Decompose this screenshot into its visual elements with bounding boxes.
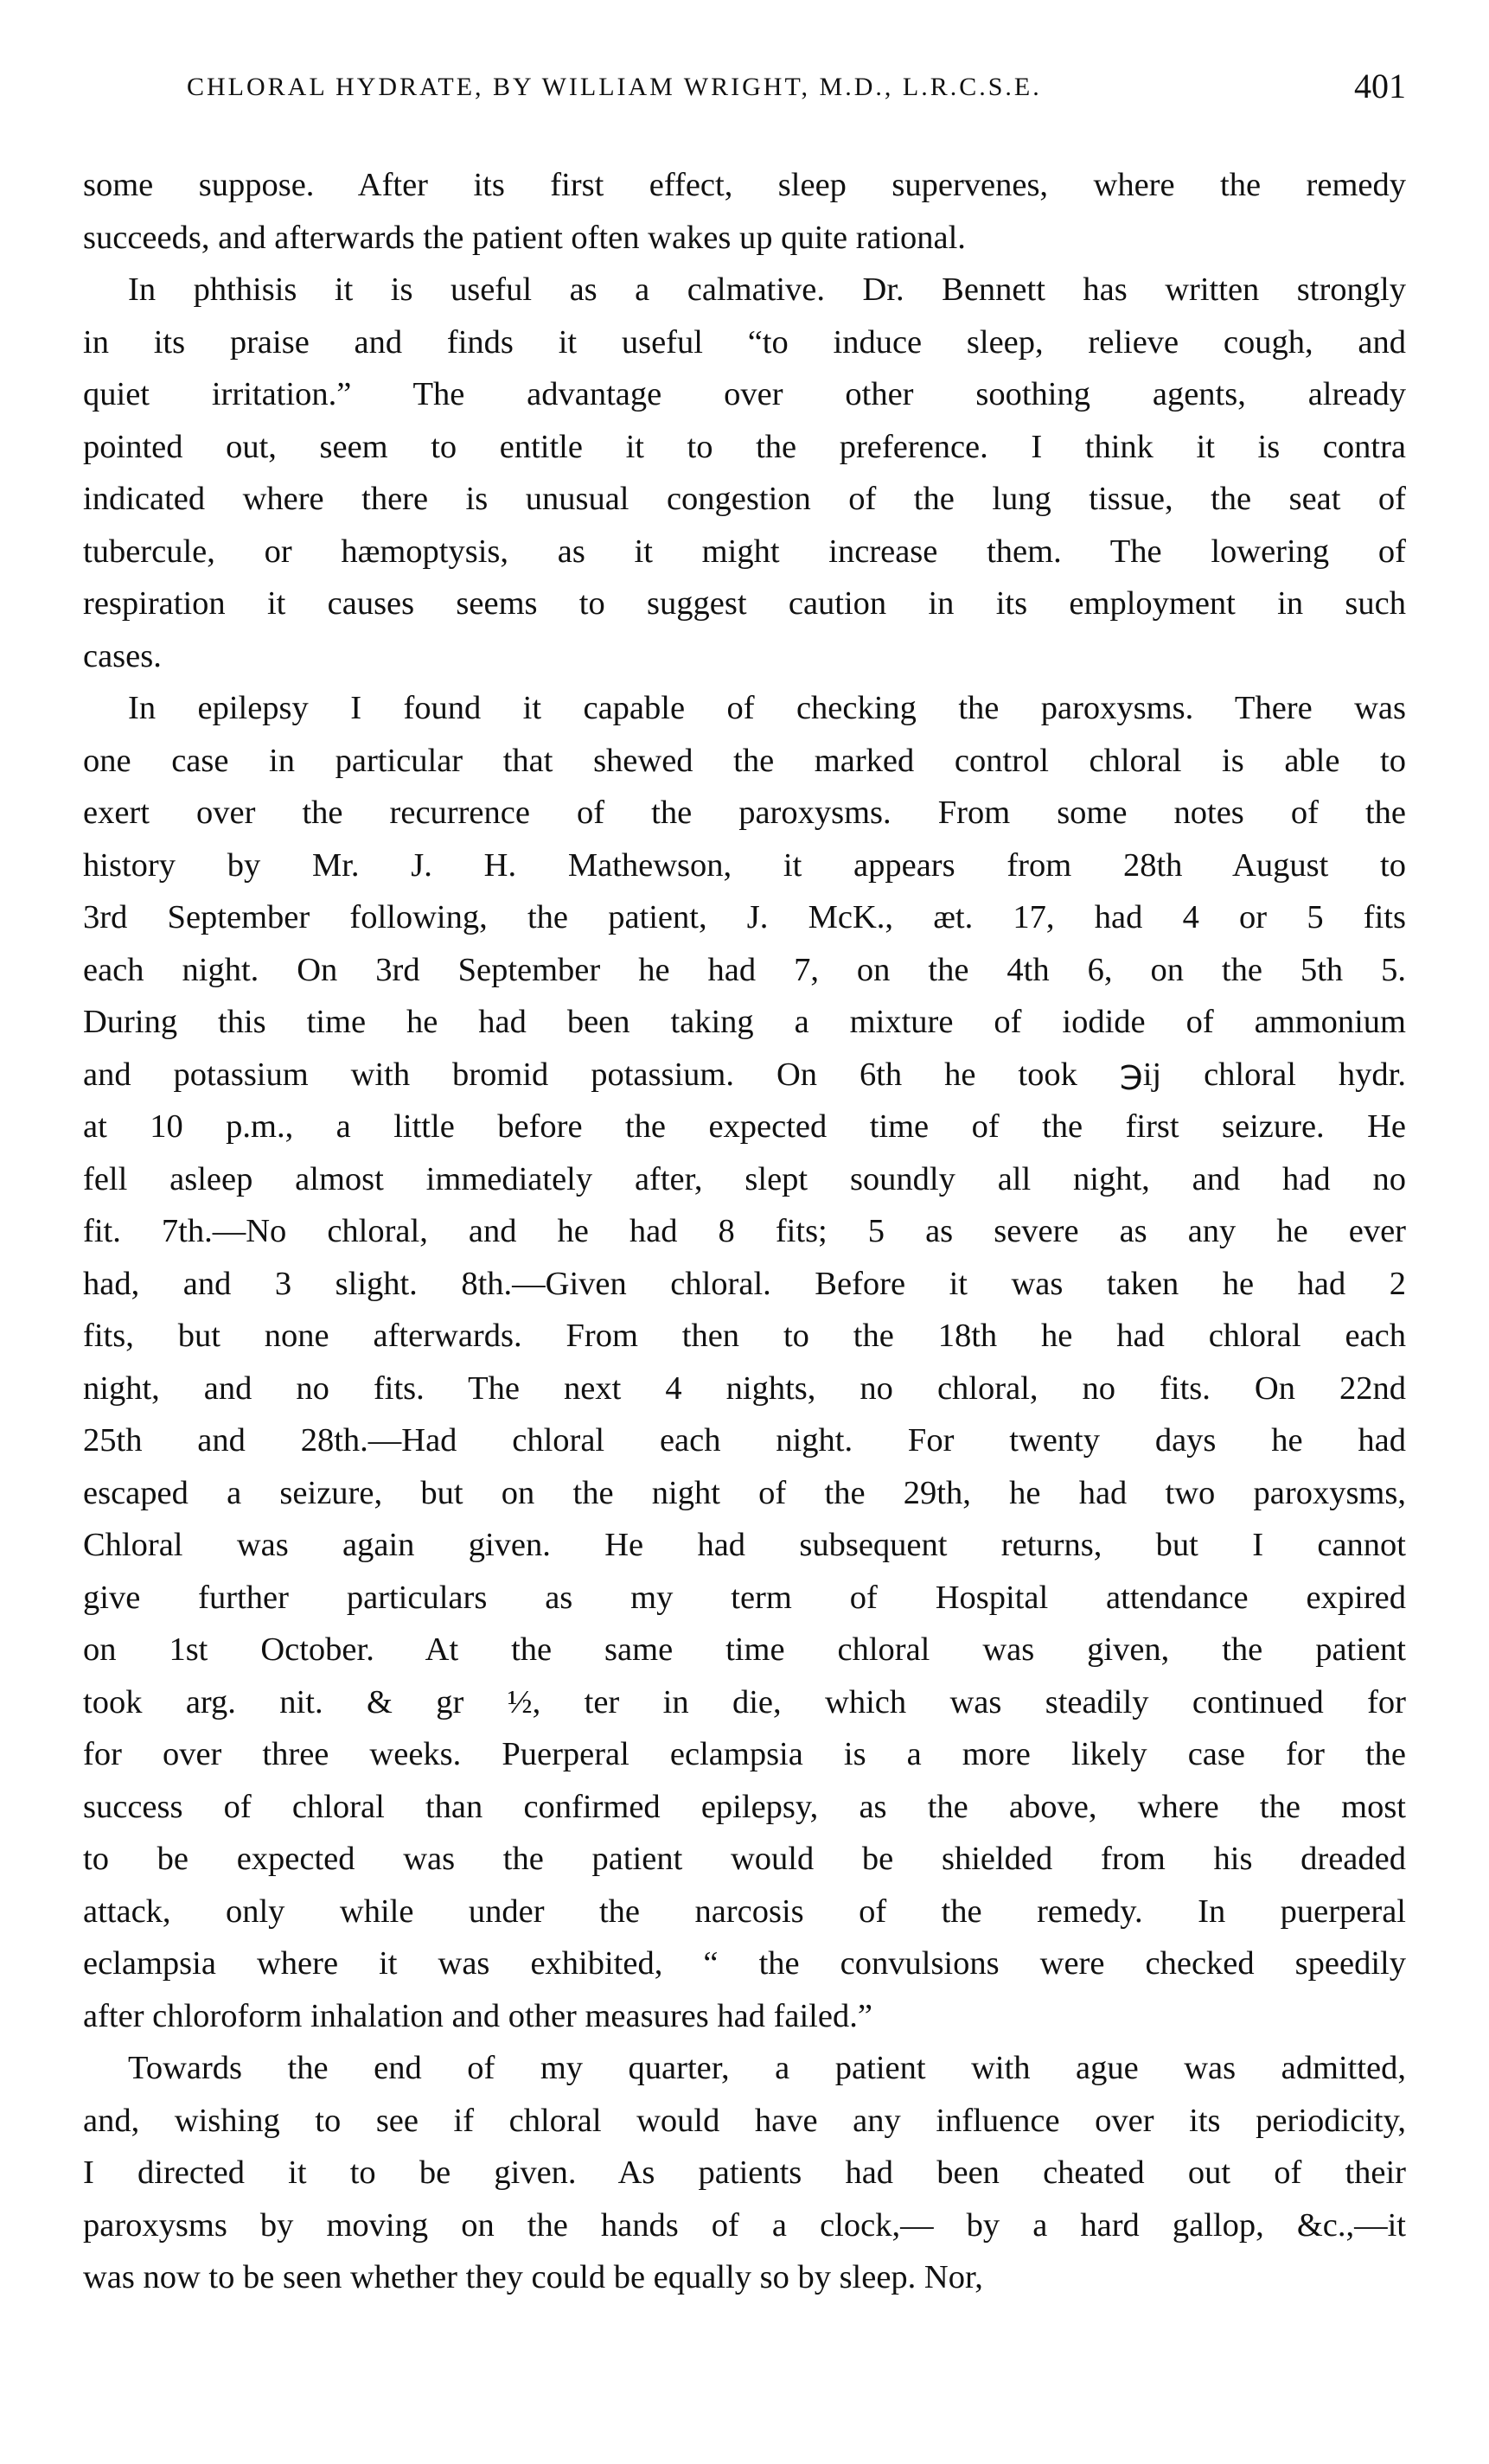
text-line: one case in particular that shewed the marked control chloral is able to — [83, 742, 1406, 779]
text-line: 3rd September following, the patient, J. McK., æt. 17, had 4 or 5 fits — [83, 899, 1406, 935]
running-head — [83, 61, 1406, 130]
text-line: tubercule, or hæmoptysis, as it might increase them. The lowering of — [83, 533, 1406, 570]
text-line: after chloroform inhalation and other measures had failed.” — [83, 1997, 872, 2034]
text-line: and, wishing to see if chloral would have any influence over its periodicity, — [83, 2102, 1406, 2139]
text-line: I directed it to be given. As patients had been cheated out of their — [83, 2154, 1406, 2191]
text-line: quiet irritation.” The advantage over other soothing agents, already — [83, 376, 1406, 412]
text-line: In epilepsy I found it capable of checking the paroxysms. There was — [128, 690, 1406, 726]
text-line: was now to be seen whether they could be equally so by sleep. Nor, — [83, 2259, 983, 2295]
text-line: history by Mr. J. H. Mathewson, it appears from 28th August to — [83, 846, 1406, 884]
paragraph — [83, 2042, 1406, 2304]
text-line: night, and no fits. The next 4 nights, no chloral, no fits. On 22nd — [83, 1369, 1406, 1407]
text-line: to be expected was the patient would be shielded from his dreaded — [83, 1841, 1406, 1877]
text-line: 25th and 28th.—Had chloral each night. For twenty days he had — [83, 1422, 1406, 1459]
running-title: CHLORAL HYDRATE, BY WILLIAM WRIGHT, M.D., L.R.C.S.E. — [187, 73, 1042, 101]
text-line: During this time he had been taking a mixture of iodide of ammonium — [83, 1004, 1406, 1040]
document-page — [83, 61, 1406, 2304]
page-number: 401 — [1354, 67, 1406, 105]
text-line: and potassium with bromid potassium. On 6th he took ℈ij chloral hydr. — [83, 1056, 1406, 1093]
text-line: pointed out, seem to entitle it to the preference. I think it is contra — [83, 428, 1406, 465]
text-line: some suppose. After its first effect, sleep supervenes, where the remedy — [83, 167, 1406, 203]
text-line: had, and 3 slight. 8th.—Given chloral. Before it was taken he had 2 — [83, 1265, 1406, 1302]
paragraph — [83, 682, 1406, 2042]
text-line: attack, only while under the narcosis of the remedy. In puerperal — [83, 1893, 1406, 1930]
text-line: escaped a seizure, but on the night of the 29th, he had two paroxysms, — [83, 1474, 1406, 1511]
text-line: indicated where there is unusual congestion of the lung tissue, the seat of — [83, 481, 1406, 517]
text-line: exert over the recurrence of the paroxysms. From some notes of the — [83, 795, 1406, 831]
text-line: succeeds, and afterwards the patient often wakes up quite rational. — [83, 219, 966, 256]
text-line: in its praise and finds it useful “to induce sleep, relieve cough, and — [83, 323, 1406, 361]
text-line: at 10 p.m., a little before the expected time of the first seizure. He — [83, 1108, 1406, 1145]
paragraph — [83, 264, 1406, 682]
text-line: for over three weeks. Puerperal eclampsia is a more likely case for the — [83, 1736, 1406, 1772]
text-line: on 1st October. At the same time chloral was given, the patient — [83, 1631, 1406, 1668]
text-line: each night. On 3rd September he had 7, on the 4th 6, on the 5th 5. — [83, 951, 1406, 988]
text-line: Chloral was again given. He had subsequent returns, but I cannot — [83, 1527, 1406, 1563]
text-line: success of chloral than confirmed epilepsy, as the above, where the most — [83, 1788, 1406, 1825]
article-body — [83, 159, 1406, 2304]
text-line: In phthisis it is useful as a calmative. Dr. Bennett has written strongly — [128, 271, 1406, 308]
text-line: cases. — [83, 637, 162, 674]
text-line: paroxysms by moving on the hands of a clock,— by a hard gallop, &c.,—it — [83, 2206, 1406, 2244]
text-line: respiration it causes seems to suggest caution in its employment in such — [83, 585, 1406, 622]
text-line: fits, but none afterwards. From then to the 18th he had chloral each — [83, 1318, 1406, 1354]
text-line: fell asleep almost immediately after, slept soundly all night, and had no — [83, 1160, 1406, 1197]
text-line: fit. 7th.—No chloral, and he had 8 fits; 5 as severe as any he ever — [83, 1213, 1406, 1249]
text-line: eclampsia where it was exhibited, “ the convulsions were checked speedily — [83, 1945, 1406, 1982]
paragraph — [83, 159, 1406, 264]
text-line: took arg. nit. & gr ½, ter in die, which was steadily continued for — [83, 1683, 1406, 1720]
text-line: Towards the end of my quarter, a patient with ague was admitted, — [128, 2050, 1406, 2086]
text-line: give further particulars as my term of Hospital attendance expired — [83, 1579, 1406, 1616]
